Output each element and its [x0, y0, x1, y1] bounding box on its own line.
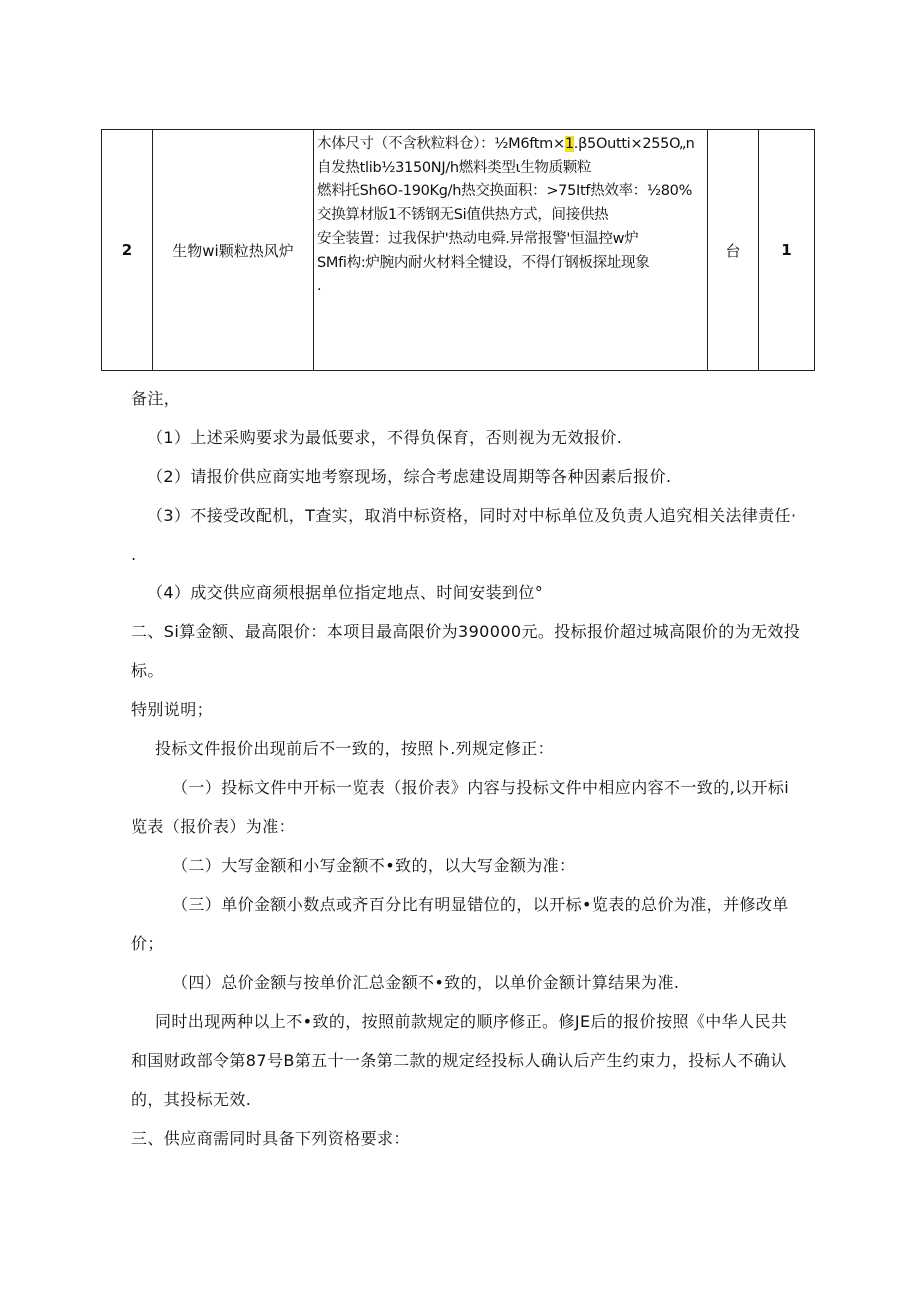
notes-heading: 备注，	[131, 389, 181, 408]
note-item-2: （2）请报价供应商实地考察现场，综合考虑建设周期等各种因素后报价.	[147, 467, 672, 486]
section-2-line-2: 标。	[131, 661, 164, 680]
item-number-cell: 2	[102, 130, 153, 371]
unit-cell: 台	[708, 130, 759, 371]
section-2-line-1: 二、Si算金额、最高限价：本项目最高限价为390000元。投标报价超过城高限价的为无效投	[131, 622, 801, 641]
note-item-3: （3）不接受改配机，T查实，取消中标资格，同时对中标单位及负责人追究相关法律责任·	[147, 506, 797, 525]
rule-3-line-2: 价；	[131, 934, 164, 953]
item-name-cell: 生物wi颗粒热风炉	[153, 130, 314, 371]
spec-line-1-highlight: 1	[564, 136, 574, 152]
closing-line-2: 和国财政部令第87号B第五十一条第二款的规定经投标人确认后产生约束力，投标人不确认	[131, 1051, 787, 1070]
spec-line-2: 自发热tlib½3150NJ/h燃料类型ι生物质颗粒	[317, 159, 592, 176]
spec-line-7: .	[317, 278, 322, 295]
quantity-cell: 1	[759, 130, 815, 371]
closing-line-3: 的，其投标无效.	[131, 1090, 252, 1109]
rule-4: （四）总价金额与按单价汇总金额不•致的，以单价金额计算结果为准.	[172, 973, 680, 992]
spec-line-6: SMfi构:炉腕内耐火材料全犍设，不得仃钢板探址现象	[317, 254, 650, 271]
spec-line-1-after: .β5Outti×255O„n	[573, 136, 695, 152]
section-3-heading: 三、供应商需同时具备下列资格要求：	[131, 1129, 410, 1148]
note-item-4: （4）成交供应商须根据单位指定地点、时间安装到位°	[147, 583, 544, 602]
rule-1-line-2: 览表（报价表）为准：	[131, 817, 296, 836]
special-heading: 特别说明；	[131, 700, 214, 719]
rule-1-line-1: （一）投标文件中开标一览表（报价表》内容与投标文件中相应内容不一致的,以开标i	[172, 778, 790, 797]
note-item-1: （1）上述采购要求为最低要求，不得负保育，否则视为无效报价.	[147, 428, 623, 447]
spec-lines	[314, 130, 707, 299]
closing-line-1: 同时出现两种以上不•致的，按照前款规定的顺序修正。修JE后的报价按照《中华人民共	[155, 1012, 788, 1031]
table-row	[102, 130, 815, 371]
rule-3-line-1: （三）单价金额小数点或齐百分比有明显错位的，以开标•览表的总价为准，并修改单	[172, 895, 789, 914]
spec-line-5: 安全装置：过我保护'热动电舜.异常报警'恒温控w炉	[317, 230, 639, 247]
spec-line-1-before: 木体尺寸（不含秋粒料仓）：½M6ftm×	[317, 136, 565, 152]
item-spec-cell	[314, 130, 708, 371]
note-item-3-continuation: .	[131, 545, 137, 564]
spec-line-3: 燃料托Sh6O-190Kg/h热交换面积：>75Itf热效率：½80%	[317, 183, 693, 200]
equipment-table	[101, 129, 815, 371]
spec-line-1	[317, 133, 707, 157]
special-intro: 投标文件报价出现前后不一致的，按照卜.列规定修正：	[155, 739, 555, 758]
spec-line-4: 交换算材版1不锈钢无Si值供热方式，间接供热	[317, 207, 609, 224]
rule-2: （二）大写金额和小写金额不•致的，以大写金额为准：	[172, 856, 576, 875]
